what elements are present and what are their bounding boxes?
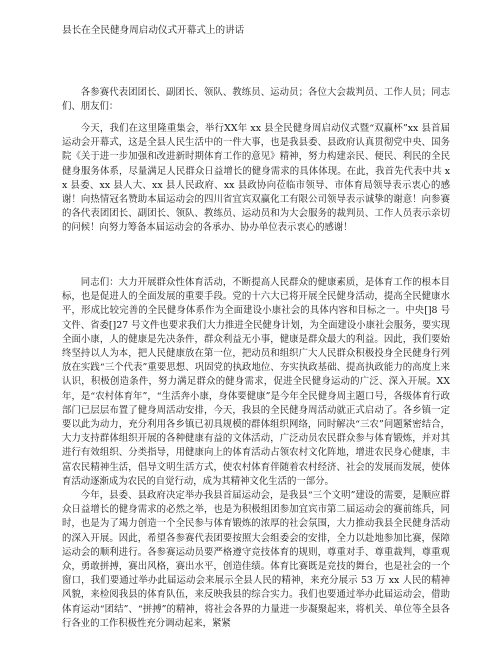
- salutation-paragraph: 各参赛代表团团长、副团长、领队、教练员、运动员；各位大会裁判员、工作人员；同志们、朋友们：: [62, 87, 450, 113]
- document-title: 县长在全民健身周启动仪式开幕式上的讲话: [62, 25, 245, 36]
- body-paragraph: 今年，县委、县政府决定举办我县首届运动会，是我县“三个文明”建设的需要，是顺应群众日益增长的健身需求的必然之举，也是为积极组团参加宜宾市第二届运动会的赛前练兵，同时，也是为了竭力创造一个全民参与体育锻炼的浓厚的社会氛围，大力推动我县全民健身活动的深入开展。因此，希望各参赛代表团要按照大会组委会的安排，全力以赴地参加比赛，保障运动会的顺利进行。各参赛运动员要严格遵守竞技体育的规则，尊重对手、尊重裁判，尊重观众，勇敢拼搏，赛出风格，赛出水平，创造佳绩。体育比赛既是竞技的舞台，也是社会的一个窗口，我们要通过举办此届运动会来展示全县人民的精神，来充分展示 53 万 xx 人民的精神风貌，来检阅我县的体育队伍，来反映我县的综合实力。我们也要通过举办此届运动会，借助体育运动“团结”、“拼搏”的精神，将社会各界的力量进一步凝聚起来，将机关、单位等全县各行各业的工作积极性充分调动起来，紧紧: [62, 490, 450, 629]
- opening-paragraph: 今天，我们在这里隆重集会，举行XX年 xx 县全民健身周启动仪式暨“双赢杯”xx 县首届运动会开幕式，这是全县人民生活中的一件大事，也是我县委、县政府认真贯彻党中央、国务院《关于进一步加强和改进新时期体育工作的意见》精神，努力构建亲民、便民、利民的全民健身服务体系，尽量满足人民群众日益增长的健身需求的具体体现。在此，我首先代表中共 xx 县委、xx 县人大、xx 县人民政府、xx 县政协向莅临市领导、市体育局领导表示衷心的感谢！向热情冠名赞助本届运动会的四川省宜宾双赢化工有限公司领导表示诚挚的谢意！向参赛的各代表团团长、副团长、领队、教练员、运动员和为大会服务的裁判员、工作人员表示亲切的问候！向努力筹备本届运动会的各承办、协办单位表示衷心的感谢！: [62, 123, 450, 234]
- body-paragraph: 同志们：大力开展群众性体育活动，不断提高人民群众的健康素质，是体育工作的根本目标，也是促进人的全面发展的重要手段。党的十六大已将开展全民健身活动，提高全民健康水平，形成比较完善的全民健身体系作为全面建设小康社会的具体内容和目标之一。中央[]8 号文件、省委[]27 号文件也要求我们大力推进全民健身计划，为全面建设小康社会服务，要实现全面小康，人的健康是先决条件，群众利益无小事，健康是群众最大的利益。因此，我们要始终坚持以人为本，把人民健康放在第一位，把动员和组织广大人民群众积极投身全民健身行列放在实践“三个代表”重要思想、巩固党的执政地位、夯实执政基础、提高执政能力的高度上来认识，积极创造条件，努力满足群众的健身需求，促进全民健身运动的广泛、深入开展。XX年，是“农村体育年”，“生活奔小康，身体要健康”是今年全民健身周主题口号，各级体育行政部门已层层布置了健身周活动安排，今天，我县的全民健身周活动就正式启动了。各乡镇一定要以此为动力，充分利用各乡镇已初具规模的群体组织网络，同时解决“三农”问题紧密结合，大力支持群体组织开展的各种健康有益的文体活动，广泛动员农民群众参与体育锻炼，并对其进行有效组织、分类指导，用健康向上的体育活动占领农村文化阵地，增进农民身心健康，丰富农民精神生活，倡导文明生活方式，使农村体育伴随着农村经济、社会的发展而发展，使体育活动逐渐成为农民的自觉行动，成为其精神文化生活的一部分。: [62, 277, 450, 487]
